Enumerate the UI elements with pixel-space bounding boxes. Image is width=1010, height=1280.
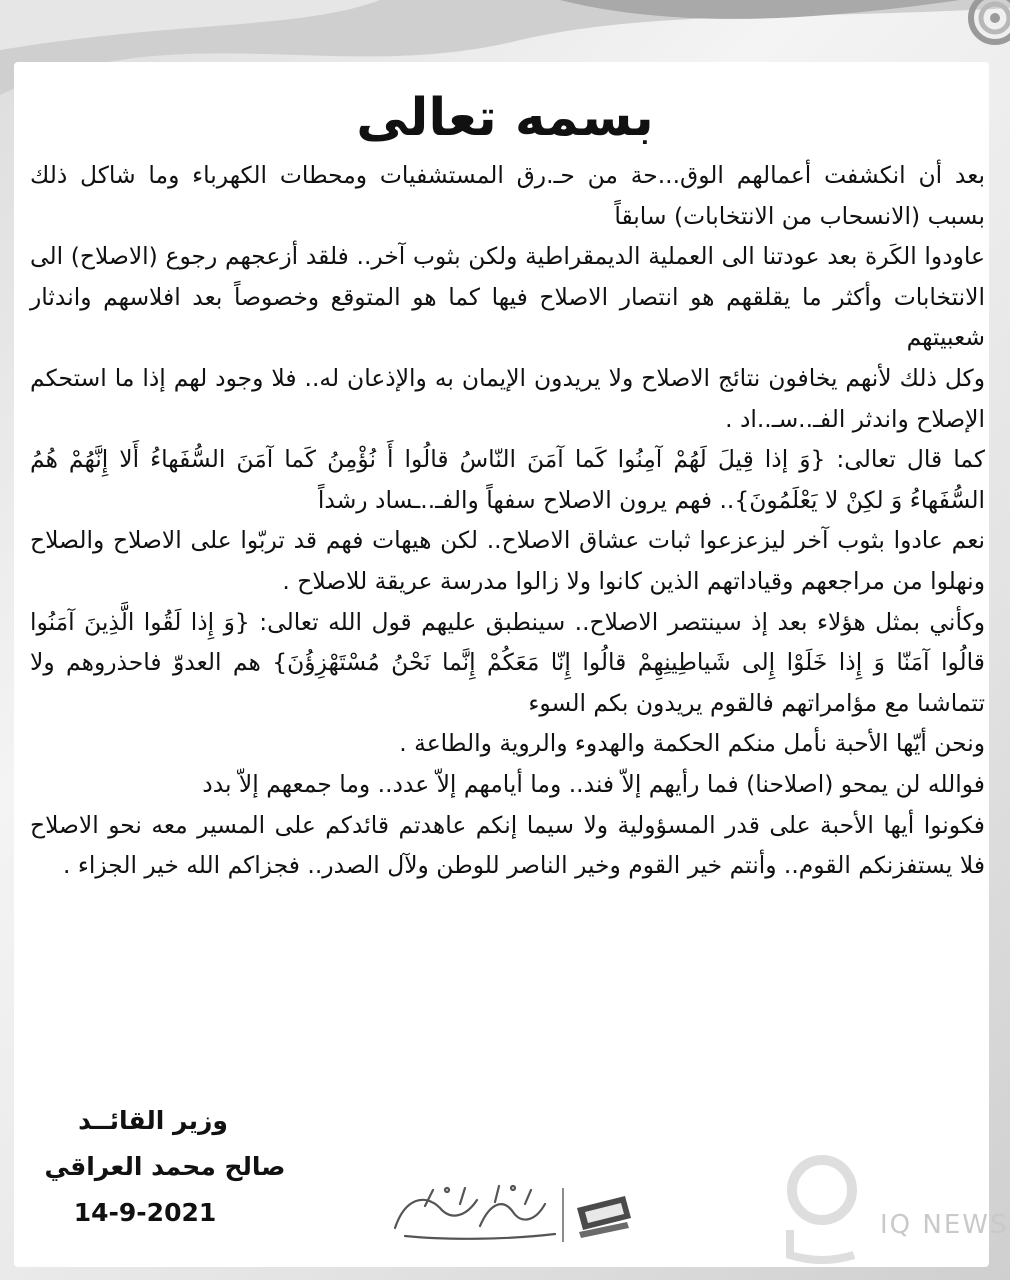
signature-title: وزير القائــد: [78, 1106, 228, 1135]
paragraph: كما قال تعالى: {وَ إذا قِيلَ لَهُمْ آمِنُوا كَما آمَنَ النّاسُ قالُوا أَ نُؤْمِنُ كَما آمَنَ السُّفَهاءُ أَلا إِنَّهُمْ هُمُ السُّفَهاءُ وَ لكِنْ لا يَعْلَمُونَ}.. فهم يرون الاصلاح سفهاً والفـ..ـساد رشداً: [30, 445, 985, 514]
watermark-text: IQ NEWS: [880, 1210, 1009, 1240]
calligraphy-logo: [385, 1178, 635, 1250]
paragraph: نعم عادوا بثوب آخر ليزعزعوا ثبات عشاق الاصلاح.. لكن هيهات فهم قد تربّوا على الاصلاح والصلاح ونهلوا من مراجعهم وقياداتهم الذين كانوا ولا زالوا مدرسة عريقة للاصلاح .: [30, 526, 985, 595]
signature-name: صالح محمد العراقي: [44, 1152, 286, 1181]
paragraph: عاودوا الكَرة بعد عودتنا الى العملية الديمقراطية ولكن بثوب آخر.. فلقد أزعجهم رجوع (الاصلاح) الى الانتخابات وأكثر ما يقلقهم هو انتصار الاصلاح فيها كما هو المتوقع وخصوصاً بعد افلاسهم واندثار شعبيتهم: [30, 242, 985, 352]
watermark-logo-icon: [760, 1130, 1000, 1270]
paragraph: بعد أن انكشفت أعمالهم الوق...حة من حـ.رق المستشفيات ومحطات الكهرباء وما شاكل ذلك بسبب (الانسحاب من الانتخابات) سابقاً: [30, 161, 985, 230]
page-title: بسمه تعالى: [356, 88, 654, 148]
letter-body: [30, 155, 985, 886]
paragraph: فكونوا أيها الأحبة على قدر المسؤولية ولا سيما إنكم عاهدتم قائدكم على المسير معه نحو الاصلاح فلا يستفزنكم القوم.. وأنتم خير القوم وخير الناصر للوطن ولآل الصدر.. فجزاكم الله خير الجزاء .: [30, 810, 985, 880]
rings-decoration: [940, 0, 1010, 60]
paragraph: ونحن أيّها الأحبة نأمل منكم الحكمة والهدوء والروية والطاعة .: [399, 729, 985, 758]
signature-block: [40, 1098, 290, 1236]
paragraph: وكأني بمثل هؤلاء بعد إذ سينتصر الاصلاح.. سينطبق عليهم قول الله تعالى: {وَ إِذا لَقُوا الَّذِينَ آمَنُوا قالُوا آمَنّا وَ إِذا خَلَوْا إِلى شَياطِينِهِمْ قالُوا إِنّا مَعَكُمْ إِنَّما نَحْنُ مُسْتَهْزِؤُنَ} هم العدوّ فاحذروهم ولا تتماشىا مع مؤامراتهم فالقوم يريدون بكم السوء: [30, 607, 985, 717]
signature-date: 14-9-2021: [73, 1198, 217, 1227]
paragraph: وكل ذلك لأنهم يخافون نتائج الاصلاح ولا يريدون الإيمان به والإذعان له.. فلا وجود لهم إذا ما استحكم الإصلاح واندثر الفـ..سـ..اد .: [30, 363, 985, 433]
paragraph: فوالله لن يمحو (اصلاحنا) فما رأيهم إلاّ فند.. وما أيامهم إلاّ عدد.. وما جمعهم إلاّ بدد: [202, 769, 985, 798]
